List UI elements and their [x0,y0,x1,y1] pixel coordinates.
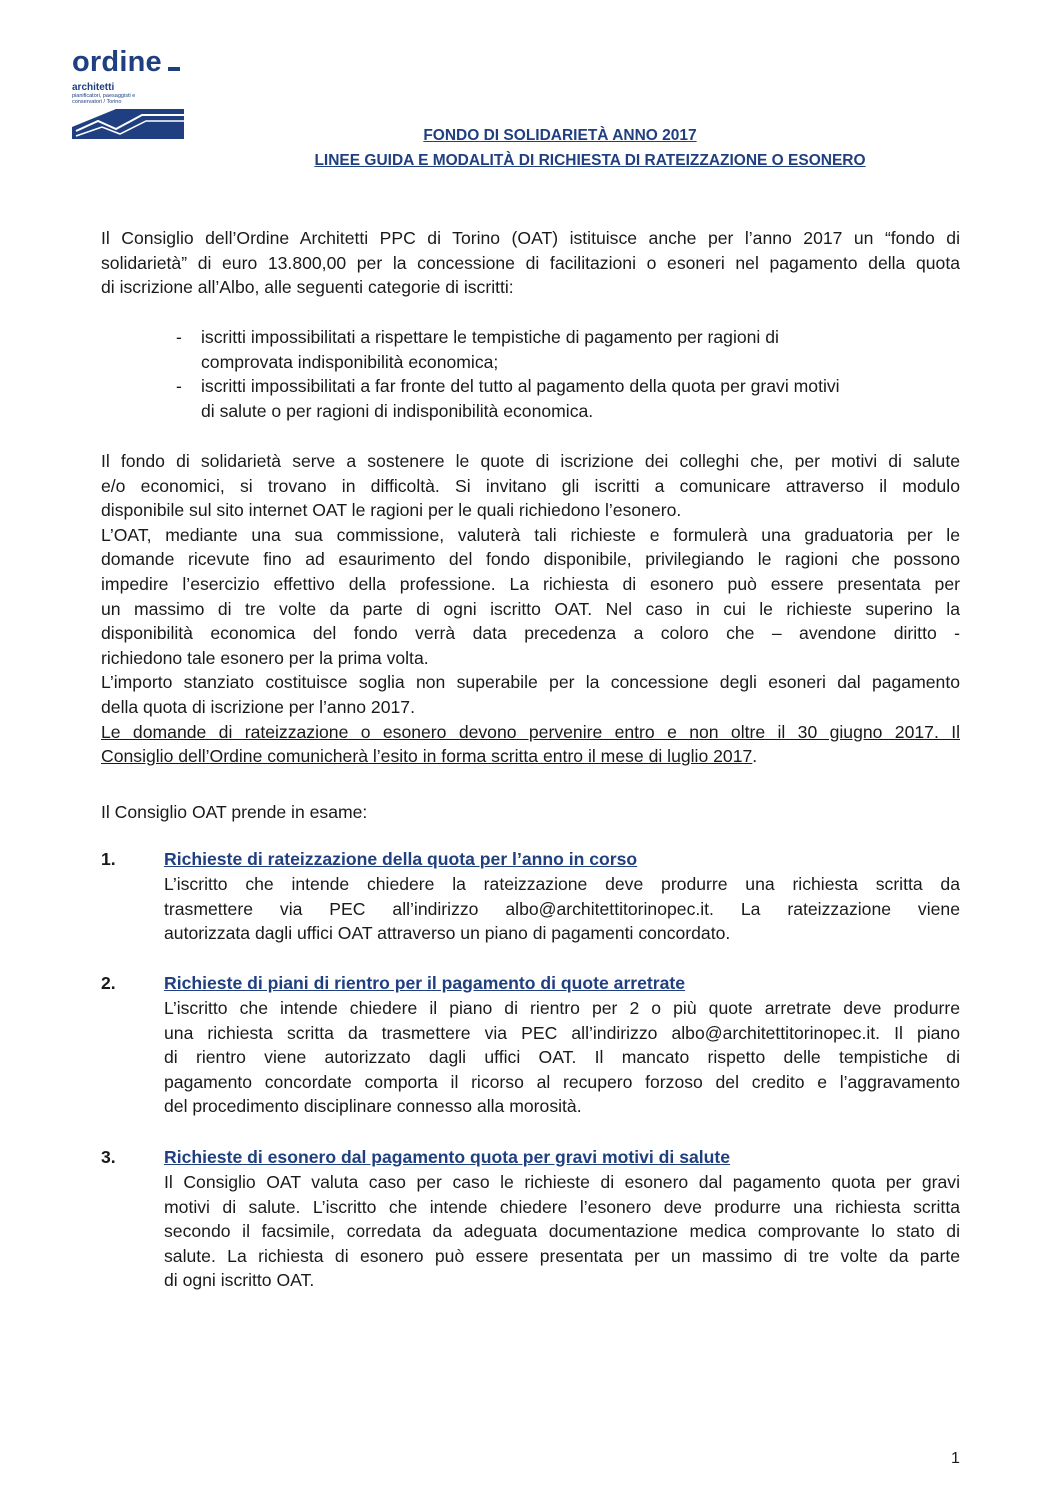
text-line: di iscrizione all’Albo, alle seguenti categorie di iscritti: [101,277,514,298]
text-line: Il fondo di solidarietà serve a sostenere le quote di iscrizione dei colleghi che, per motivi di salute [101,451,960,471]
logo-wordmark: ordine [72,48,192,77]
text-line: di ogni iscritto OAT. [164,1270,315,1291]
deadline-text-continued: Consiglio dell’Ordine comunicherà l’esito in forma scritta entro il mese di luglio 2017. [101,746,758,767]
logo-subtitle: architetti [72,82,115,93]
text-line: e/o economici, si trovano in difficoltà. Si invitano gli iscritti a comunicare attraverso il modulo [101,475,960,496]
text-line: di salute o per ragioni di indisponibilità economica. [201,400,594,421]
text-line: Il Consiglio OAT valuta caso per caso le richieste di esonero dal pagamento quota per gravi [164,1172,960,1192]
text-line: un massimo di tre volte da parte di ogni iscritto OAT. Nel caso in cui le richieste superino la [101,598,960,619]
text-line: del procedimento disciplinare connesso alla morosità. [164,1096,582,1117]
section-heading: Richieste di rateizzazione della quota per l’anno in corso [164,849,638,869]
text-line: trasmettere via PEC all’indirizzo albo@architettitorinopec.it. La rateizzazione viene [164,898,960,919]
intro-paragraph [101,226,960,300]
text-line: impedire l’esercizio effettivo della professione. La richiesta di esonero può essere presentata per [101,573,960,594]
document-title: FONDO DI SOLIDARIETÀ ANNO 2017 [423,127,697,144]
document-subtitle: LINEE GUIDA E MODALITÀ DI RICHIESTA DI RATEIZZAZIONE O ESONERO [314,152,866,169]
text-line: di rientro viene autorizzato dagli uffici OAT. Il mancato rispetto delle tempistiche di [164,1047,960,1068]
text-line: Il Consiglio dell’Ordine Architetti PPC di Torino (OAT) istituisce anche per l’anno 2017 un “fondo di [101,228,960,248]
text-line: secondo il facsimile, corredata da adeguata documentazione medica comprovante lo stato di [164,1221,960,1242]
body-paragraph [101,449,960,769]
section-heading: Richieste di esonero dal pagamento quota per gravi motivi di salute [164,1147,731,1167]
text-line: Il Consiglio OAT prende in esame: [101,802,368,822]
text-line: iscritti impossibilitati a rispettare le tempistiche di pagamento per ragioni di [201,327,779,347]
text-line: L’OAT, mediante una sua commissione, valuterà tali richieste e formulerà una graduatoria per le [101,524,960,545]
text-line: L’iscritto che intende chiedere la rateizzazione deve produrre una richiesta scritta da [164,874,960,894]
text-line: comprovata indisponibilità economica; [201,351,499,372]
text-line: salute. La richiesta di esonero può essere presentata per un massimo di tre volte da parte [164,1245,960,1266]
text-line: disponibile sul sito internet OAT le ragioni per le quali richiedono l’esonero. [101,500,682,521]
text-line: disponibilità economica del fondo verrà data precedenza a coloro che – avendone diritto - [101,623,960,644]
text-line: autorizzata dagli uffici OAT attraverso un piano di pagamenti concordato. [164,923,731,944]
text-line: una richiesta scritta da trasmettere via PEC all’indirizzo albo@architettitorinopec.it. Il piano [164,1022,960,1043]
text-line: domande ricevute fino ad esaurimento del fondo disponibile, privilegiando le ragioni che possono [101,549,960,570]
ordine-logo [72,48,192,140]
text-line: L’iscritto che intende chiedere il piano di rientro per 2 o più quote arretrate deve produrre [164,998,960,1018]
section-body [164,1170,960,1293]
section-heading: Richieste di piani di rientro per il pagamento di quote arretrate [164,973,686,993]
text-line: solidarietà” di euro 13.800,00 per la concessione di facilitazioni o esoneri nel pagamento della quota [101,252,960,273]
logo-subtitle-small: pianificatori, paesaggisti e conservatori / Torino [72,93,136,106]
section-body [164,872,960,946]
text-line: della quota di iscrizione per l’anno 2017. [101,696,415,717]
section-number: 3. [101,1147,116,1167]
section-number: 2. [101,973,116,993]
text-line: motivi di salute. L’iscritto che intende chiedere l’esonero deve produrre una richiesta scritta [164,1196,960,1217]
logo-graphic-icon [72,107,184,141]
text-line: L’importo stanziato costituisce soglia non superabile per la concessione degli esoneri dal pagamento [101,672,960,693]
text-line: pagamento concordate comporta il ricorso al recupero forzoso del credito e l’aggravamento [164,1071,960,1092]
text-line: richiedono tale esonero per la prima volta. [101,647,429,668]
examines-intro [101,800,960,825]
bullet-dash: - [176,376,182,396]
page-number: 1 [951,1450,960,1467]
deadline-text: Le domande di rateizzazione o esonero devono pervenire entro e non oltre il 30 giugno 2017. Il [101,721,960,742]
text-line: iscritti impossibilitati a far fronte del tutto al pagamento della quota per gravi motivi [201,376,840,396]
section-body [164,996,960,1119]
bullet-dash: - [176,327,182,347]
section-number: 1. [101,849,116,869]
